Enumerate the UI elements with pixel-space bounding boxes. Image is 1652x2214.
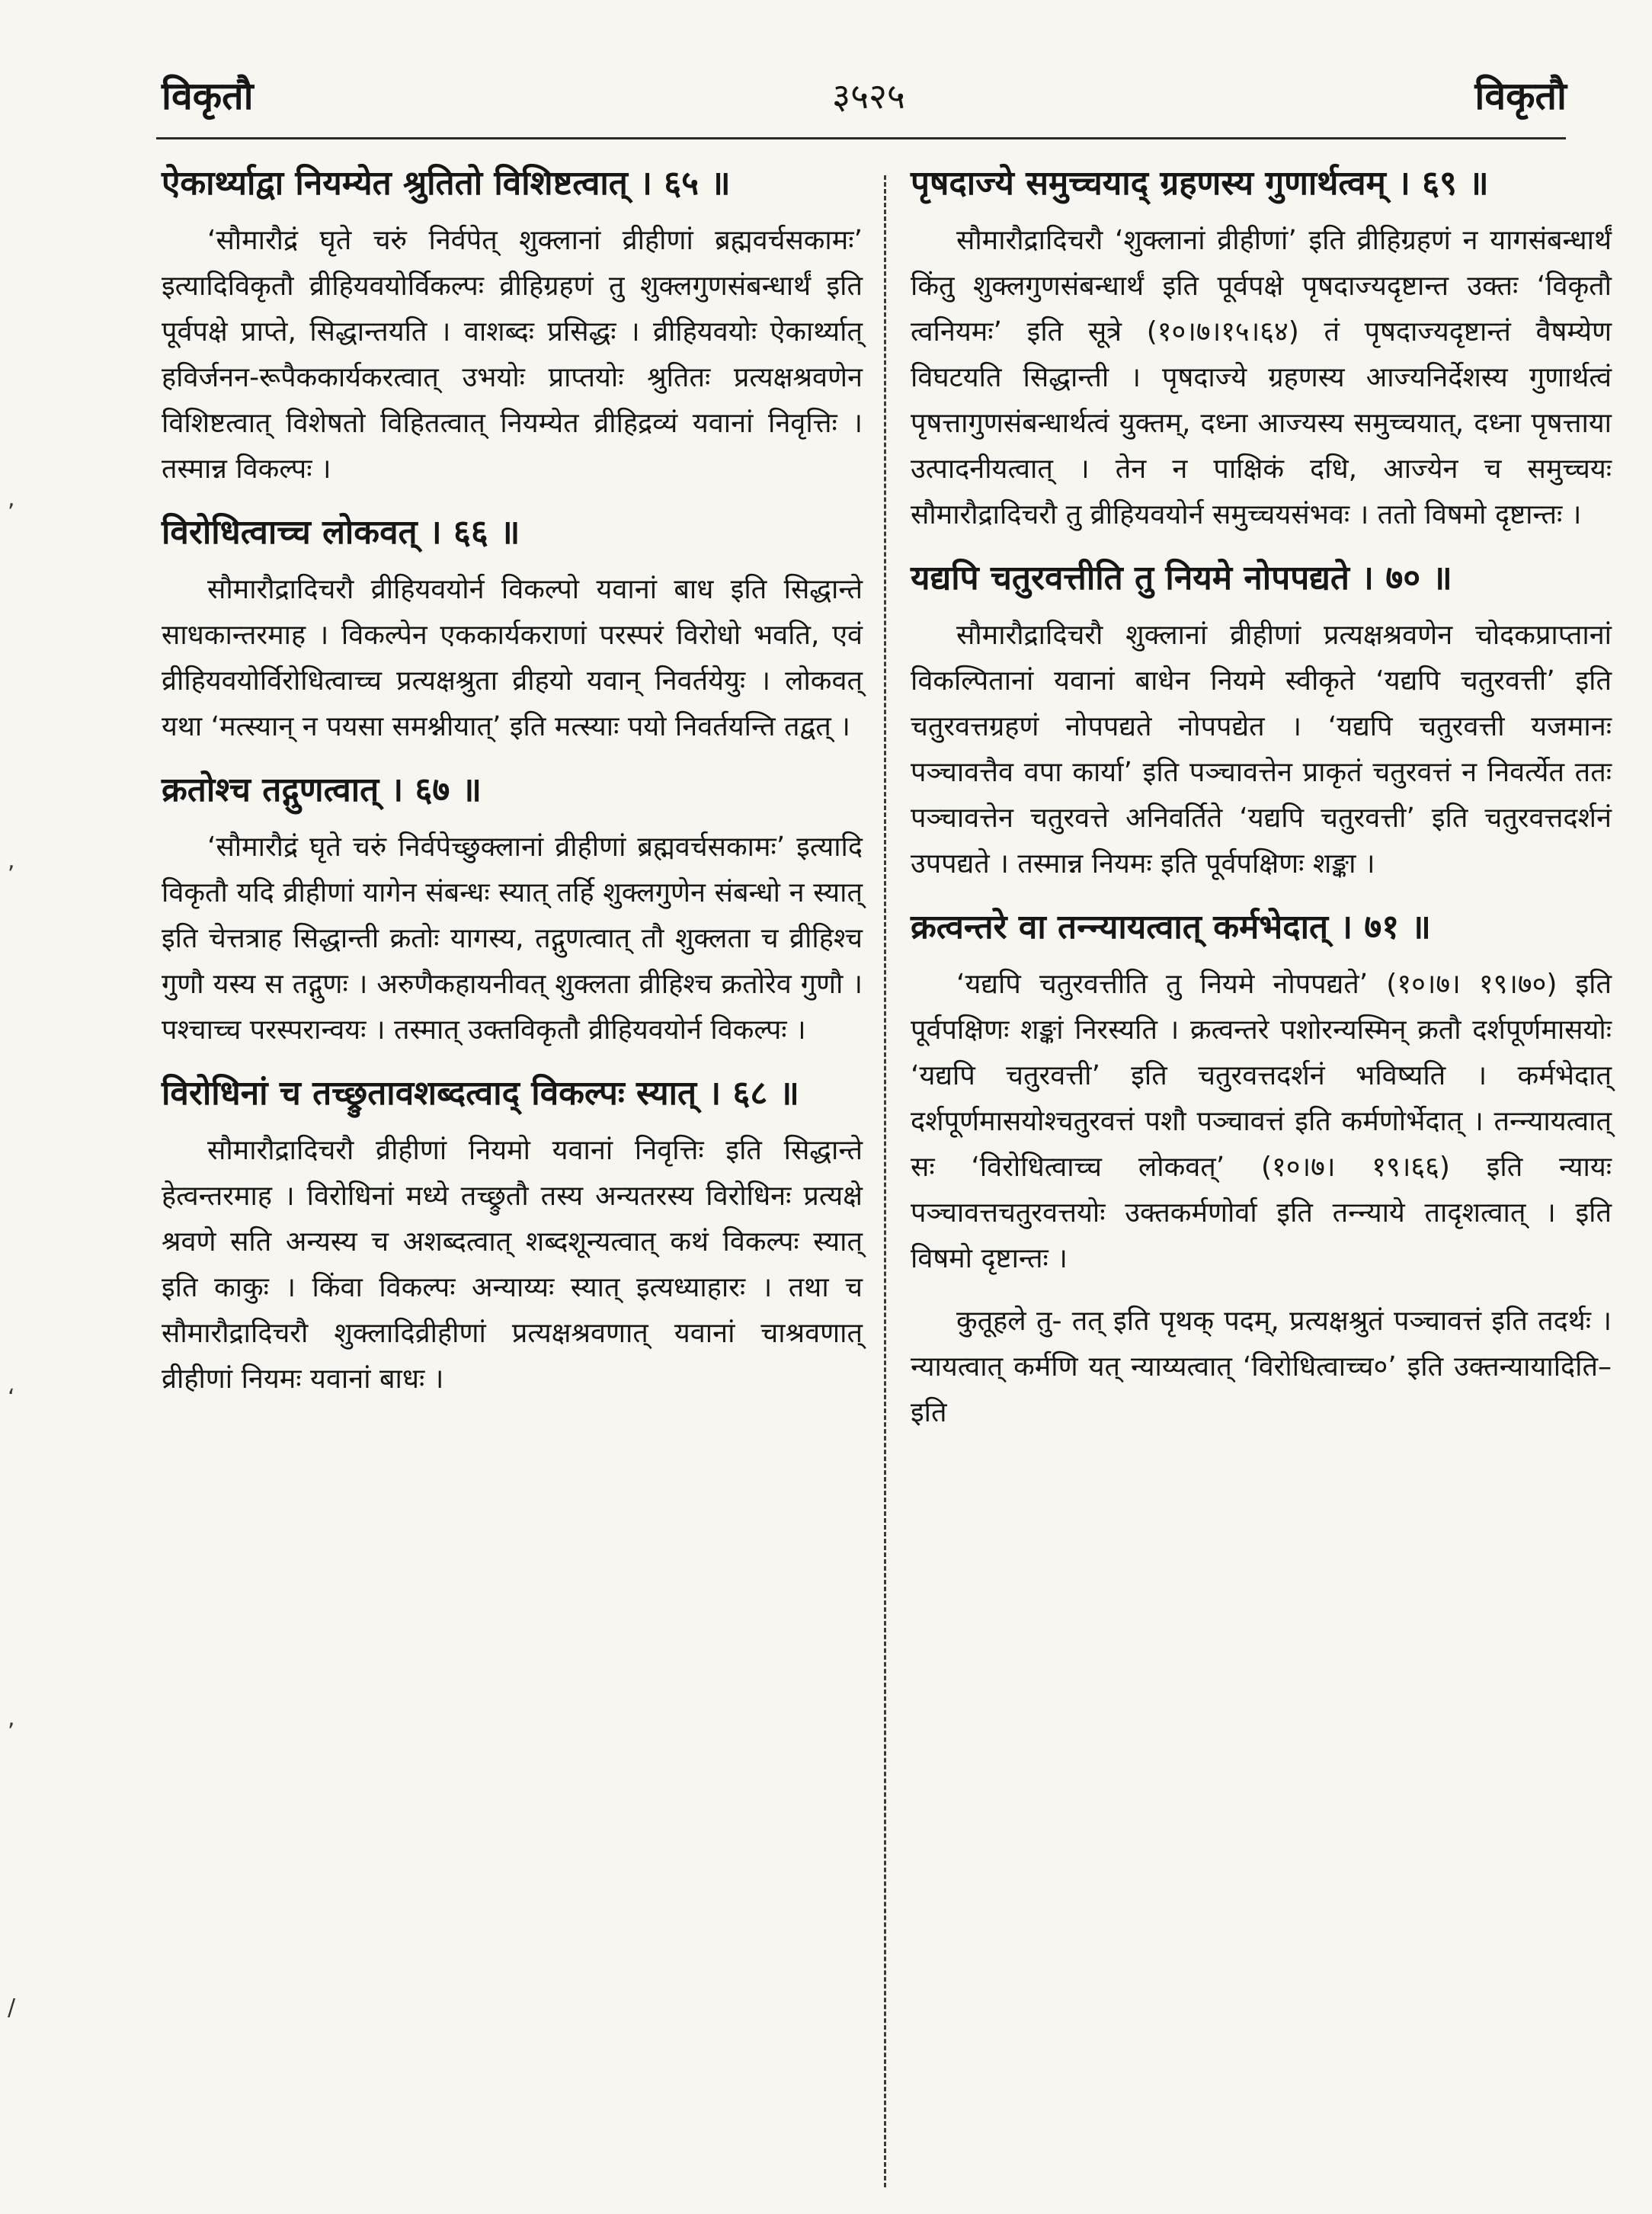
commentary-paragraph: सौमारौद्रादिचरौ व्रीहीणां नियमो यवानां निवृत्तिः इति सिद्धान्ते हेत्वन्तरमाह । विरोधिनां मध्ये तच्छ्रुतौ तस्य अन्यतरस्य विरोधिनः प्रत्यक्षे श्रवणे सति अन्यस्य च अशब्दत्वात् शब्दशून्यत्वात् कथं विकल्पः स्यात् इति काकुः । किंवा विकल्पः अन्याय्यः स्यात् इत्यध्याहारः । तथा च सौमारौद्रादिचरौ शुक्लादिव्रीहीणां प्रत्यक्षश्रवणात् यवानां चाश्रवणात् व्रीहीणां नियमः यवानां बाधः । bbox=[162, 1135, 863, 1395]
margin-mark: / bbox=[8, 1995, 16, 2021]
margin-mark: , bbox=[8, 847, 15, 874]
page-number: ३५२५ bbox=[832, 75, 905, 117]
sutra-text: क्रत्वन्तरे वा तन्न्यायत्वात् कर्मभेदात् । bbox=[911, 908, 1365, 947]
sutra-number: ६५ ॥ bbox=[664, 164, 731, 203]
running-head-left: विकृतौ bbox=[162, 74, 254, 118]
sutra-number: ६९ ॥ bbox=[1422, 164, 1489, 203]
margin-mark: ‘ bbox=[8, 1385, 15, 1411]
running-head-right: विकृतौ bbox=[1474, 74, 1567, 118]
margin-mark: , bbox=[8, 485, 15, 512]
commentary-paragraph: सौमारौद्रादिचरौ ‘शुक्लानां व्रीहीणां’ इति व्रीहिग्रहणं न यागसंबन्धार्थं किंतु शुक्लगुणसंबन्धार्थं इति पूर्वपक्षे पृषदाज्यदृष्टान्त उक्तः ‘विकृतौ त्वनियमः’ इति सूत्रे (१०।७।१५।६४) तं पृषदाज्यदृष्टान्तं वैषम्येण विघटयति सिद्धान्ती । पृषदाज्ये ग्रहणस्य आज्यनिर्देशस्य गुणार्थत्वं पृषत्तागुणसंबन्धार्थत्वं युक्तम्, दध्ना आज्यस्य समुच्चयात्, दध्ना पृषत्ताया उत्पादनीयत्वात् । तेन न पाक्षिकं दधि, आज्येन च समुच्चयः सौमारौद्रादिचरौ तु व्रीहियवयोर्न समुच्चयसंभवः । ततो विषमो दृष्टान्तः । bbox=[911, 225, 1612, 530]
sutra-text: विरोधित्वाच्च लोकवत् । bbox=[162, 513, 453, 552]
sutra-text: क्रतोश्च तद्गुणत्वात् । bbox=[162, 771, 415, 809]
sutra-heading bbox=[911, 160, 1612, 207]
sutra-text: विरोधिनां च तच्छ्रुतावशब्दत्वाद् विकल्पः स्यात् । bbox=[162, 1074, 733, 1113]
commentary-paragraph: ‘सौमारौद्रं घृते चरुं निर्वपेच्छुक्लानां व्रीहीणां ब्रह्मवर्चसकामः’ इत्यादि विकृतौ यदि व्रीहीणां यागेन संबन्धः स्यात् तर्हि शुक्लगुणेन संबन्धो न स्यात् इति चेत्तत्राह सिद्धान्ती क्रतोः यागस्य, तद्गुणत्वात् तौ शुक्लता च व्रीहिश्च गुणौ यस्य स तद्गुणः । अरुणैकहायनीवत् शुक्लता व्रीहिश्च क्रतोरेव गुणौ । पश्चाच्च परस्परान्वयः । तस्मात् उक्तविकृतौ व्रीहियवयोर्न विकल्पः । bbox=[162, 831, 863, 1046]
sutra-heading bbox=[162, 509, 863, 556]
column-divider bbox=[884, 175, 886, 2187]
commentary-paragraph: सौमारौद्रादिचरौ शुक्लानां व्रीहीणां प्रत्यक्षश्रवणेन चोदकप्राप्तानां विकल्पितानां यवानां बाधेन नियमे स्वीकृते ‘यद्यपि चतुरवत्ती’ इति चतुरवत्तग्रहणं नोपपद्यते नोपपद्येत । ‘यद्यपि चतुरवत्ती यजमानः पञ्चावत्तैव वपा कार्या’ इति पञ्चावत्तेन प्राकृतं चतुरवत्तं न निवर्त्येत ततः पञ्चावत्तेन चतुरवत्ते अनिवर्तिते ‘यद्यपि चतुरवत्ती’ इति चतुरवत्तदर्शनं उपपद्यते । तस्मान्न नियमः इति पूर्वपक्षिणः शङ्का । bbox=[911, 620, 1612, 880]
commentary-paragraph: ‘सौमारौद्रं घृते चरुं निर्वपेत् शुक्लानां व्रीहीणां ब्रह्मवर्चसकामः’ इत्यादिविकृतौ व्रीहियवयोर्विकल्पः व्रीहिग्रहणं तु शुक्लगुणसंबन्धार्थं इति पूर्वपक्षे प्राप्ते, सिद्धान्तयति । वाशब्दः प्रसिद्धः । व्रीहियवयोः ऐकार्थ्यात् हविर्जनन-रूपैककार्यकरत्वात् उभयोः प्राप्तयोः श्रुतितः प्रत्यक्षश्रवणेन विशिष्टत्वात् विशेषतो विहितत्वात् नियम्येत व्रीहिद्रव्यं यवानां निवृत्तिः । तस्मान्न विकल्पः । bbox=[162, 225, 863, 485]
sutra-heading bbox=[162, 160, 863, 207]
commentary-paragraph: ‘यद्यपि चतुरवत्तीति तु नियमे नोपपद्यते’ (१०।७। १९।७०) इति पूर्वपक्षिणः शङ्कां निरस्यति । क्रत्वन्तरे पशोरन्यस्मिन् क्रतौ दर्शपूर्णमासयोः ‘यद्यपि चतुरवत्ती’ इति चतुरवत्तदर्शनं भविष्यति । कर्मभेदात् दर्शपूर्णमासयोश्चतुरवत्तं पशौ पञ्चावत्तं इति कर्मणोर्भेदात् । तन्न्यायत्वात् सः ‘विरोधित्वाच्च लोकवत्’ (१०।७। १९।६६) इति न्यायः पञ्चावत्तचतुरवत्तयोः उक्तकर्मणोर्वा इति तन्न्याये तादृशत्वात् । इति विषमो दृष्टान्तः । bbox=[911, 969, 1612, 1274]
left-column bbox=[162, 160, 863, 1419]
commentary-paragraph: कुतूहले तु- तत् इति पृथक् पदम्, प्रत्यक्षश्रुतं पञ्चावत्तं इति तदर्थः । न्यायत्वात् कर्मणि यत् न्याय्यत्वात् ‘विरोधित्वाच्च०’ इति उक्तन्यायादिति– इति bbox=[911, 1306, 1612, 1428]
sutra-heading bbox=[911, 904, 1612, 951]
sutra-text: पृषदाज्ये समुच्चयाद् ग्रहणस्य गुणार्थत्वम् । bbox=[911, 164, 1423, 203]
commentary-paragraph: सौमारौद्रादिचरौ व्रीहियवयोर्न विकल्पो यवानां बाध इति सिद्धान्ते साधकान्तरमाह । विकल्पेन एककार्यकराणां परस्परं विरोधो भवति, एवं व्रीहियवयोर्विरोधित्वाच्च प्रत्यक्षश्रुता व्रीहयो यवान् निवर्तयेयुः । लोकवत् यथा ‘मत्स्यान् न पयसा समश्नीयात्’ इति मत्स्याः पयो निवर्तयन्ति तद्वत् । bbox=[162, 574, 863, 742]
sutra-heading bbox=[162, 1070, 863, 1117]
sutra-heading bbox=[911, 555, 1612, 602]
sutra-number: ७१ ॥ bbox=[1364, 908, 1431, 947]
sutra-number: ७० ॥ bbox=[1385, 559, 1452, 598]
sutra-text: ऐकार्थ्याद्वा नियम्येत श्रुतितो विशिष्टत्वात् । bbox=[162, 164, 664, 203]
right-column bbox=[911, 160, 1612, 1453]
sutra-heading bbox=[162, 767, 863, 814]
sutra-text: यद्यपि चतुरवत्तीति तु नियमे नोपपद्यते । bbox=[911, 559, 1386, 598]
header-rule bbox=[156, 137, 1566, 139]
sutra-number: ६७ ॥ bbox=[415, 771, 482, 809]
sutra-number: ६८ ॥ bbox=[732, 1074, 799, 1113]
margin-mark: , bbox=[8, 1705, 15, 1732]
sutra-number: ६६ ॥ bbox=[453, 513, 520, 552]
